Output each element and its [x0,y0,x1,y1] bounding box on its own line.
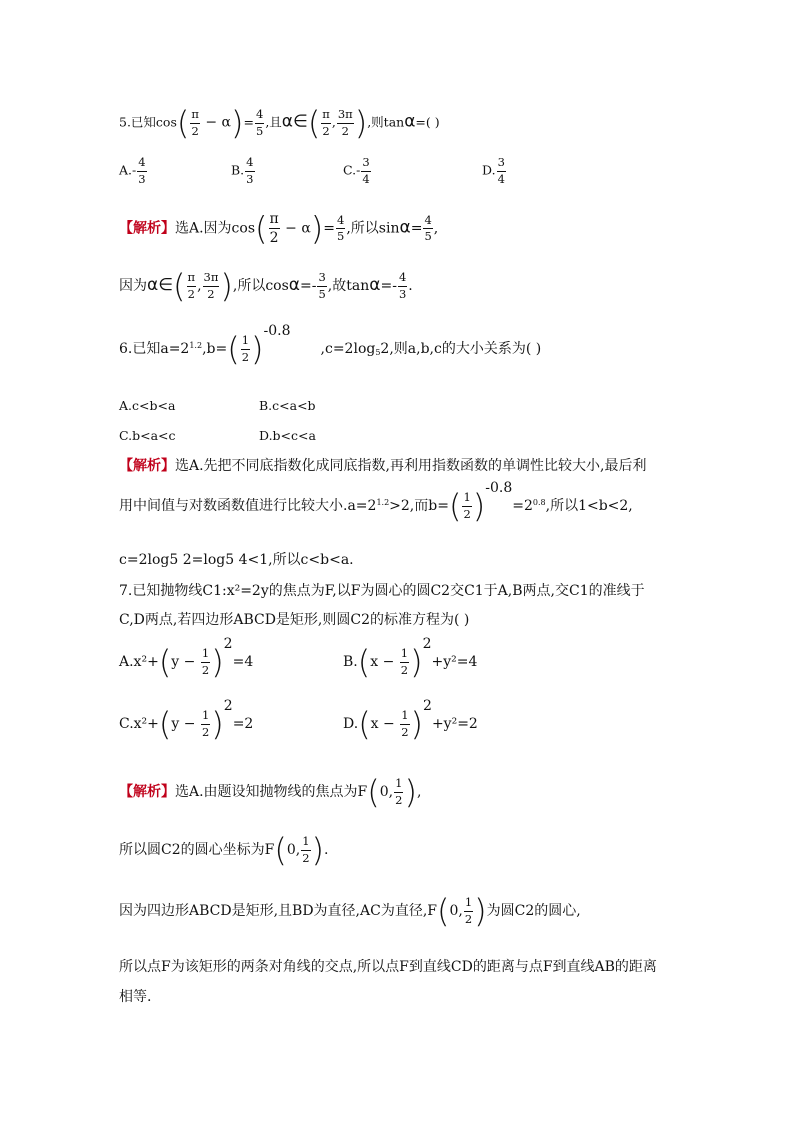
q7-stem-line-1: 7.已知抛物线C1:x²=2y的焦点为F,以F为圆心的圆C2交C1于A,B两点,交C1的准线于 [119,583,645,599]
q7-option-b: B.(x − $\frac{1}{2}$ )2+y²=4 [343,636,478,681]
q5-option-a: A.- $\frac{4}{3}$ [119,155,146,186]
q6-solution-line-1: 【解析】选A.先把不同底指数化成同底指数,再利用指数函数的单调性比较大小,最后利 [119,458,647,474]
q5-option-c: C.- $\frac{3}{4}$ [343,155,370,186]
q5-stem: 5.已知cos( $\frac{\pi}{2}$ − α)= $\frac{4}{5}$ ,且α∈( $\frac{\pi}{2}$ , $\frac{3\pi}{2}$ ),则tanα=( ) [119,104,440,142]
q6-stem: 6.已知$a=2^{1.2},b=$( $\frac{1}{2}$ )$-0.8,c=2\log_52$,则a,b,c的大小关系为( ) [119,323,542,368]
q6-option-d: D.b<c<a [259,428,316,443]
q6-option-c: C.b<a<c [119,428,176,443]
q7-solution-line-1: 【解析】选A.由题设知抛物线的焦点为F(0, $\frac{1}{2}$ ), [119,773,422,811]
q5-solution-line-1: 【解析】选A.因为cos( $\frac{\pi}{2}$ − α)= $\frac{4}{5}$ ,所以sinα= $\frac{4}{5}$ , [119,209,439,248]
q6-solution-line-2: 用中间值与对数函数值进行比较大小$.a=2^{1.2}>2$,而b=( $\frac{1}{2}$ )$-0.8=2^{0.8}$,所以1<b<2, [119,480,633,525]
q7-solution-line-5: 相等. [119,989,152,1005]
q5-solution-line-2: 因为α∈( $\frac{\pi}{2}$ , $\frac{3\pi}{2}$ ),所以cosα=- $\frac{3}{5}$ ,故tanα=- $\frac{4}{3}$ . [119,267,413,305]
q6-solution-line-3: c=2log5 2=log5 4<1,所以c<b<a. [119,552,354,568]
q7-solution-line-4: 所以点F为该矩形的两条对角线的交点,所以点F到直线CD的距离与点F到直线AB的距离 [119,959,657,975]
q6-option-b: B.c<a<b [259,398,316,413]
q6-option-a: A.c<b<a [119,398,176,413]
q7-stem-line-2: C,D两点,若四边形ABCD是矩形,则圆C2的标准方程为( ) [119,612,470,628]
q7-option-c: C.x²+(y − $\frac{1}{2}$ )2=2 [119,698,254,743]
q7-solution-line-2: 所以圆C2的圆心坐标为F(0, $\frac{1}{2}$ ). [119,831,329,869]
q7-option-d: D.(x − $\frac{1}{2}$ )2+y²=2 [343,698,478,743]
q5-option-d: D. $\frac{3}{4}$ [482,155,505,186]
q7-solution-line-3: 因为四边形ABCD是矩形,且BD为直径,AC为直径,F(0, $\frac{1}{2}$ )为圆C2的圆心, [119,892,581,930]
q5-option-b: B. $\frac{4}{3}$ [231,155,254,186]
solution-tag: 【解析】 [119,220,175,237]
q7-option-a: A.x²+(y − $\frac{1}{2}$ )2=4 [119,636,254,681]
q5-stem-text: 5.已知cos [119,114,177,130]
